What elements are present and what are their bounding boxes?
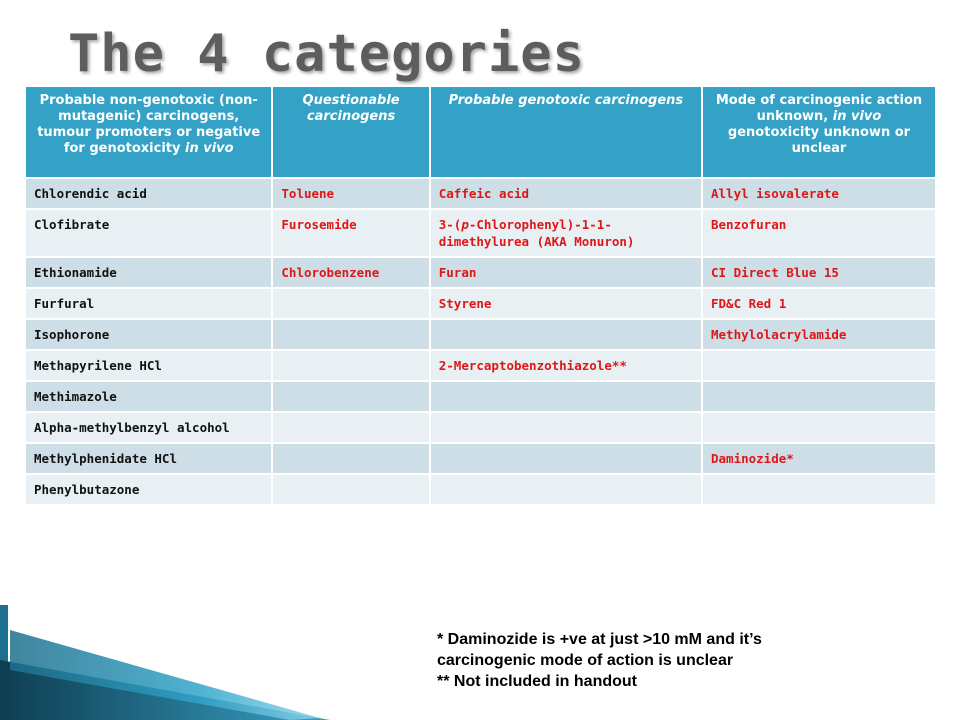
cell-questionable [272, 350, 429, 381]
footnote-line-1: * Daminozide is +ve at just >10 mM and it’s [437, 631, 762, 648]
cell-mode-unknown: CI Direct Blue 15 [702, 257, 936, 288]
cell-questionable: Toluene [272, 178, 429, 209]
footnote [437, 629, 762, 692]
table-row [25, 412, 936, 443]
footnote-line-2: carcinogenic mode of action is unclear [437, 652, 734, 669]
table-row [25, 319, 936, 350]
footnote-line-3: ** Not included in handout [437, 673, 637, 690]
cell-non-genotoxic: Phenylbutazone [25, 474, 272, 505]
cell-mode-unknown: Methylolacrylamide [702, 319, 936, 350]
header-questionable: Questionable carcinogens [272, 86, 429, 178]
cell-questionable [272, 319, 429, 350]
categories-table [24, 85, 937, 506]
cell-genotoxic [430, 381, 702, 412]
cell-genotoxic [430, 474, 702, 505]
cell-genotoxic: 2-Mercaptobenzothiazole** [430, 350, 702, 381]
cell-non-genotoxic: Chlorendic acid [25, 178, 272, 209]
cell-mode-unknown: Daminozide* [702, 443, 936, 474]
cell-genotoxic [430, 319, 702, 350]
cell-genotoxic [430, 412, 702, 443]
cell-genotoxic: Caffeic acid [430, 178, 702, 209]
slide-title: The 4 categories [68, 24, 585, 84]
table-row [25, 350, 936, 381]
cell-mode-unknown: FD&C Red 1 [702, 288, 936, 319]
header-genotoxic: Probable genotoxic carcinogens [430, 86, 702, 178]
cell-non-genotoxic: Methapyrilene HCl [25, 350, 272, 381]
table-row [25, 209, 936, 257]
table-row [25, 288, 936, 319]
cell-non-genotoxic: Furfural [25, 288, 272, 319]
table-row [25, 381, 936, 412]
cell-non-genotoxic: Methimazole [25, 381, 272, 412]
cell-mode-unknown [702, 412, 936, 443]
cell-genotoxic [430, 443, 702, 474]
cell-mode-unknown [702, 350, 936, 381]
cell-questionable [272, 381, 429, 412]
cell-mode-unknown [702, 474, 936, 505]
header-mode-unknown: Mode of carcinogenic action unknown, in vivo genotoxicity unknown or unclear [702, 86, 936, 178]
cell-questionable: Furosemide [272, 209, 429, 257]
cell-non-genotoxic: Methylphenidate HCl [25, 443, 272, 474]
table-header-row [25, 86, 936, 178]
decorative-swoosh [0, 600, 340, 720]
cell-questionable [272, 443, 429, 474]
cell-genotoxic: 3-(p-Chlorophenyl)-1-1-dimethylurea (AKA Monuron) [430, 209, 702, 257]
cell-questionable [272, 474, 429, 505]
cell-genotoxic: Furan [430, 257, 702, 288]
cell-mode-unknown: Allyl isovalerate [702, 178, 936, 209]
cell-questionable [272, 288, 429, 319]
table-row [25, 178, 936, 209]
table-row [25, 443, 936, 474]
cell-mode-unknown: Benzofuran [702, 209, 936, 257]
cell-questionable: Chlorobenzene [272, 257, 429, 288]
header-non-genotoxic: Probable non-genotoxic (non-mutagenic) carcinogens, tumour promoters or negative for genotoxicity in vivo [25, 86, 272, 178]
cell-genotoxic: Styrene [430, 288, 702, 319]
table-row [25, 474, 936, 505]
table-row [25, 257, 936, 288]
cell-non-genotoxic: Clofibrate [25, 209, 272, 257]
cell-non-genotoxic: Alpha-methylbenzyl alcohol [25, 412, 272, 443]
cell-mode-unknown [702, 381, 936, 412]
cell-non-genotoxic: Ethionamide [25, 257, 272, 288]
cell-questionable [272, 412, 429, 443]
cell-non-genotoxic: Isophorone [25, 319, 272, 350]
